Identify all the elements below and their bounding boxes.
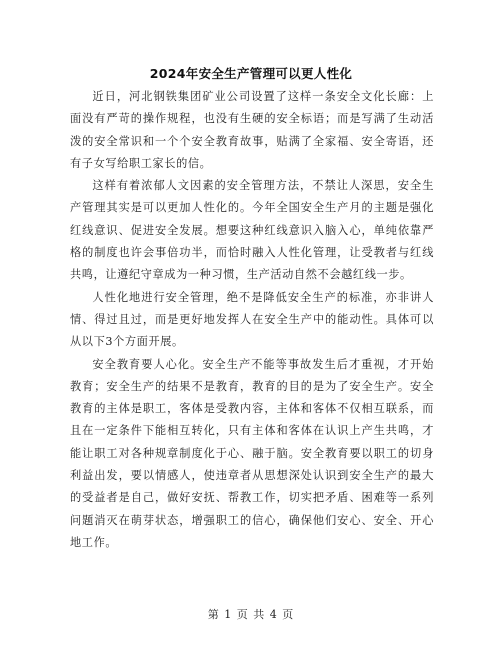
page-number-footer: 第 1 页 共 4 页 [207,608,295,621]
paragraph-4: 安全教育要人心化。安全生产不能等事故发生后才重视，才开始教育；安全生产的结果不是教育，教育的目的是为了安全生产。安全教育的主体是职工，客体是受教内容，主体和客体不仅相互联系，而且在一定条件下能相互转化，只有主体和客体在认识上产生共鸣，才能让职工对各种规章制度化于心、融于脑。安全教育要以职工的切身利益出发，要以情感人，使违章者从思想深处认识到安全生产的最大的受益者是自己，做好安抚、帮教工作，切实把矛盾、困难等一系列问题消灭在萌芽状态，增强职工的信心，确保他们安心、安全、开心地工作。 [70,357,434,549]
document-body [70,86,434,554]
paragraph-2: 这样有着浓郁人文因素的安全管理方法，不禁让人深思，安全生产管理其实是可以更加人性化的。今年全国安全生产月的主题是强化红线意识、促进安全发展。想要这种红线意识入脑入心，单纯依靠严格的制度也许会事倍功半，而恰时融入人性化管理，让受教者与红线共鸣，让遵纪守章成为一种习惯，生产活动自然不会越红线一步。 [70,179,434,282]
paragraph-1: 近日，河北钢铁集团矿业公司设置了这样一条安全文化长廊：上面没有严苛的操作规程，也没有生硬的安全标语；而是写满了生动活泼的安全常识和一个个安全教育故事，贴满了全家福、安全寄语，还有子女写给职工家长的信。 [70,90,434,170]
document-title: 2024年安全生产管理可以更人性化 [149,66,353,81]
paragraph-3: 人性化地进行安全管理，绝不是降低安全生产的标准，亦非讲人情、得过且过，而是更好地发挥人在安全生产中的能动性。具体可以从以下3个方面开展。 [70,290,434,349]
